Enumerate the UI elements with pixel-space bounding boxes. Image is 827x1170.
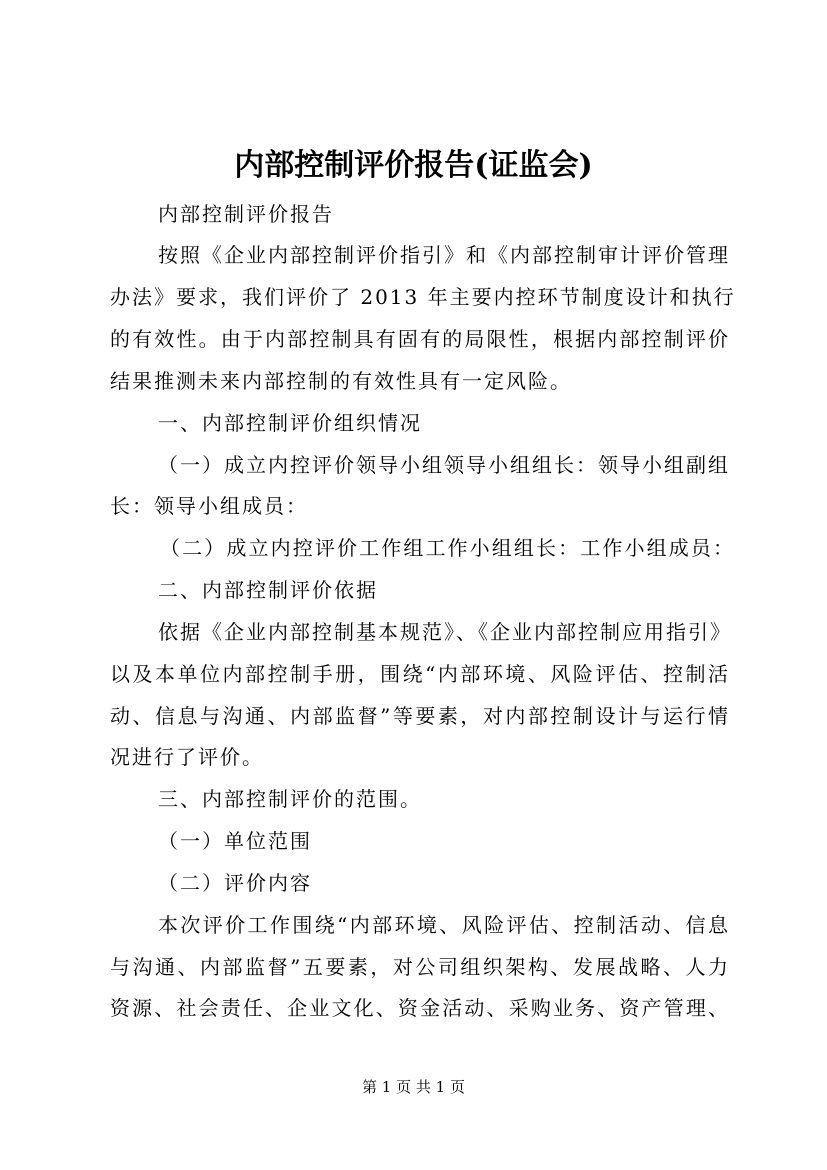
body-line: 本次评价工作围绕“内部环境、风险评估、控制活动、信息 <box>158 913 730 937</box>
body-line: 按照《企业内部控制评价指引》和《内部控制审计评价管理 <box>158 243 730 267</box>
subtitle-line: 内部控制评价报告 <box>158 202 334 226</box>
section-heading-3: 三、内部控制评价的范围。 <box>158 787 422 811</box>
body-line: 办法》要求，我们评价了 2013 年主要内控环节制度设计和执行 <box>110 285 736 309</box>
page-footer: 第 1 页 共 1 页 <box>362 1078 465 1096</box>
body-line: （二）成立内控评价工作组工作小组组长：工作小组成员： <box>160 536 735 560</box>
body-line: 的有效性。由于内部控制具有固有的局限性，根据内部控制评价 <box>110 327 730 351</box>
section-heading-2: 二、内部控制评价依据 <box>158 578 378 602</box>
body-line: 资源、社会责任、企业文化、资金活动、采购业务、资产管理、 <box>110 996 730 1020</box>
body-line: 依据《企业内部控制基本规范》、《企业内部控制应用指引》 <box>158 620 732 644</box>
body-line: 结果推测未来内部控制的有效性具有一定风险。 <box>110 369 572 393</box>
document-title: 内部控制评价报告(证监会) <box>234 148 593 183</box>
body-line: 况进行了评价。 <box>110 745 264 769</box>
subsection-heading: （二）评价内容 <box>158 871 312 895</box>
body-line: （一）成立内控评价领导小组领导小组组长：领导小组副组 <box>158 453 730 477</box>
subsection-heading: （一）单位范围 <box>158 829 312 853</box>
body-line: 动、信息与沟通、内部监督”等要素，对内部控制设计与运行情 <box>110 704 730 728</box>
body-line: 长：领导小组成员： <box>110 494 308 518</box>
section-heading-1: 一、内部控制评价组织情况 <box>158 411 422 435</box>
body-line: 以及本单位内部控制手册，围绕“内部环境、风险评估、控制活 <box>110 662 730 686</box>
body-line: 与沟通、内部监督”五要素，对公司组织架构、发展战略、人力 <box>110 955 730 979</box>
